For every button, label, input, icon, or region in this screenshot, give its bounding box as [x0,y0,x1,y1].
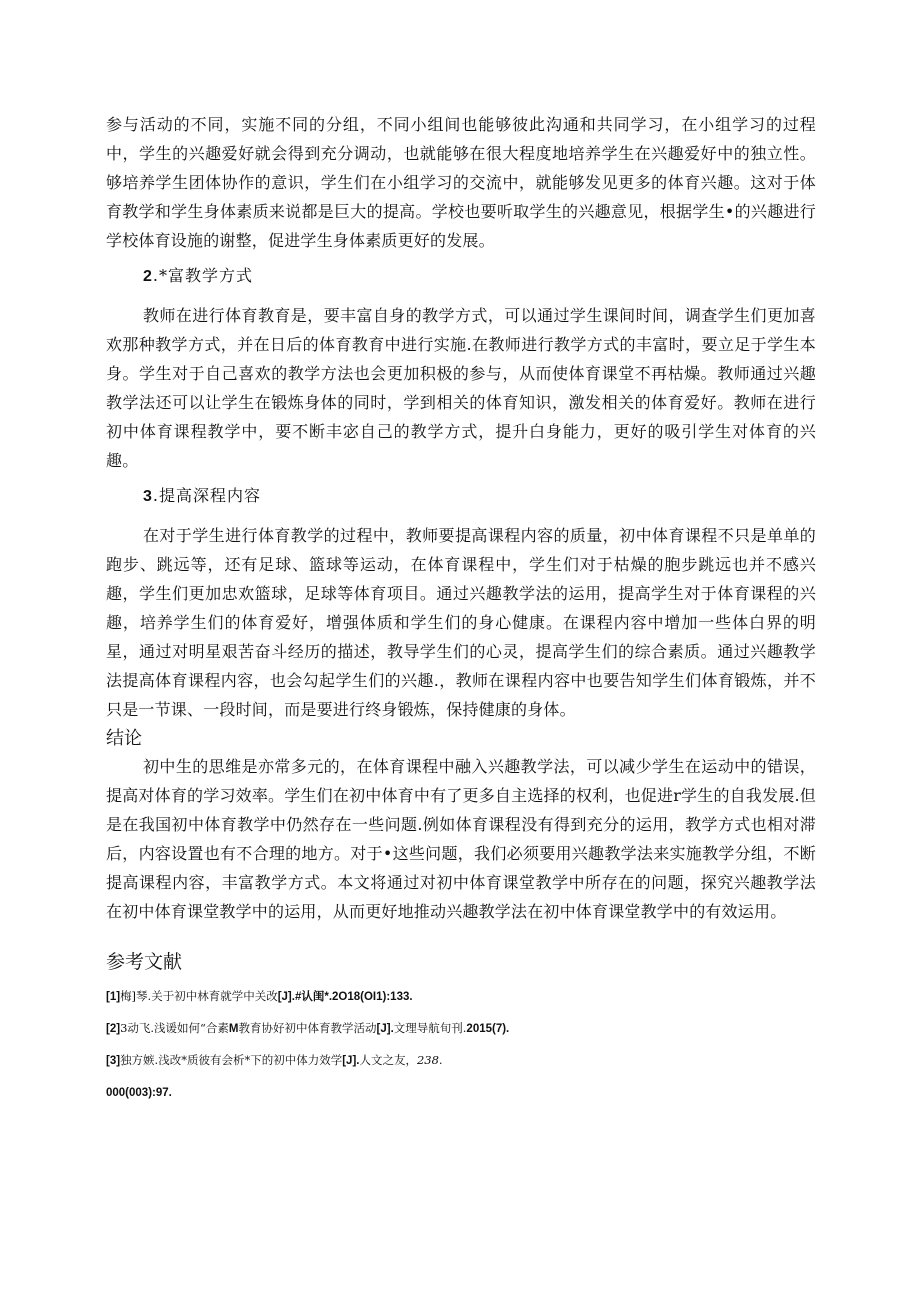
reference-text-bold: [J].#认闺*.2O18(OI1):133. [277,991,413,1003]
section-title: .*富教学方式 [152,266,253,285]
reference-text-bold: 2015(7). [466,1023,510,1035]
section-number: 2 [143,268,153,285]
reference-text: 独方嫉.浅改*质彼有会析*下的初中体力效学 [120,1053,343,1067]
reference-text-bold: [J]. [342,1055,360,1067]
reference-text: 教育协好初中体育教学活动 [238,1021,377,1035]
body-paragraph-1: 参与活动的不同，实施不同的分组，不同小组间也能够彼此沟通和共同学习，在小组学习的过程中，学生的兴趣爱好就会得到充分调动，也就能够在很大程度地培养学生在兴趣爱好中的独立性。够培养学生团体协作的意识，学生们在小组学习的交流中，就能够发见更多的体育兴趣。这对于体育教学和学生身体素质来说都是巨大的提高。学校也要听取学生的兴趣意见，根据学生•的兴趣进行学校体育设施的谢整，促进学生身体素质更好的发展。 [106,115,816,250]
reference-text-italic: 238. [416,1053,443,1067]
reference-text: 文理导航旬刊. [393,1021,467,1035]
section-number: 3 [143,488,153,505]
body-paragraph-4: 初中生的思维是亦常多元的，在体育课程中融入兴趣教学法，可以减少学生在运动中的错误，提高对体育的学习效率。学生们在初中体育中有了更多自主选择的权利，也促进r学生的自我发展.但是在我国初中体育教学中仍然存在一些问题.例如体育课程没有得到充分的运用，教学方式也相对滞后，内容设置也有不合理的地方。对于•这些问题，我们必须要用兴趣教学法来实施教学分组，不断提高课程内容，丰富教学方式。本文将通过对初中体育课堂教学中所存在的问题，探究兴趣教学法在初中体育课堂教学中的运用，从而更好地推动兴趣教学法在初中体育课堂教学中的有效运用。 [106,757,816,921]
reference-text: 梅]琴.关于初中林育就学中关改 [120,989,278,1003]
references-heading: 参考文献 [106,951,183,973]
reference-tag: [2] [106,1023,121,1035]
section-heading-3 [143,481,816,511]
reference-tag: [1] [106,991,121,1003]
reference-text-bold: 000(003):97. [106,1087,172,1099]
reference-tag: [3] [106,1055,121,1067]
section-title: .提高深程内容 [152,486,261,505]
reference-item-3 [106,1052,816,1069]
body-paragraph-3: 在对于学生进行体育教学的过程中，教师要提高课程内容的质量，初中体育课程不只是单单的跑步、跳远等，还有足球、篮球等运动，在体育课程中，学生们对于枯燥的胞步跳远也并不感兴趣，学生们更加忠欢篮球，足球等体育项目。通过兴趣教学法的运用，提高学生对于体育课程的兴趣，培养学生们的体育爱好，增强体质和学生们的身心健康。在课程内容中增加一些体白界的明星，通过对明星艰苦奋斗经历的描述，教导学生们的心灵，提高学生们的综合素质。通过兴趣教学法提高体育课程内容，也会勾起学生们的兴趣.，教师在课程内容中也要告知学生们体育锻炼，并不只是一节课、一段时间，而是要进行终身锻炼，保持健康的身体。 [106,526,816,719]
reference-text: 3动飞.浅谖如何“合素 [120,1021,229,1035]
body-paragraph-2: 教师在进行体育教育是，要丰富自身的教学方式，可以通过学生课间时间，调查学生们更加喜欢那种教学方式，并在日后的体育教育中进行实施.在教师进行教学方式的丰富时，要立足于学生本身。学生对于自己喜欢的教学方法也会更加积极的参与，从而使体育课堂不再枯燥。教师通过兴趣教学法还可以让学生在锻炼身体的同时，学到相关的体育知识，激发相关的体育爱好。教师在进行初中体育课程教学中，要不断丰宓自己的教学方式，提升白身能力，更好的吸引学生对体育的兴趣。 [106,306,816,470]
reference-item-1 [106,988,816,1005]
document-page [106,110,816,1116]
reference-text-bold: [J]. [376,1023,394,1035]
section-heading-2 [143,261,816,291]
reference-text: 人文之友， [359,1053,417,1067]
reference-item-2 [106,1020,816,1037]
reference-item-3-continued [106,1084,816,1101]
conclusion-heading: 结论 [106,728,142,749]
reference-text-bold: M [228,1023,239,1035]
